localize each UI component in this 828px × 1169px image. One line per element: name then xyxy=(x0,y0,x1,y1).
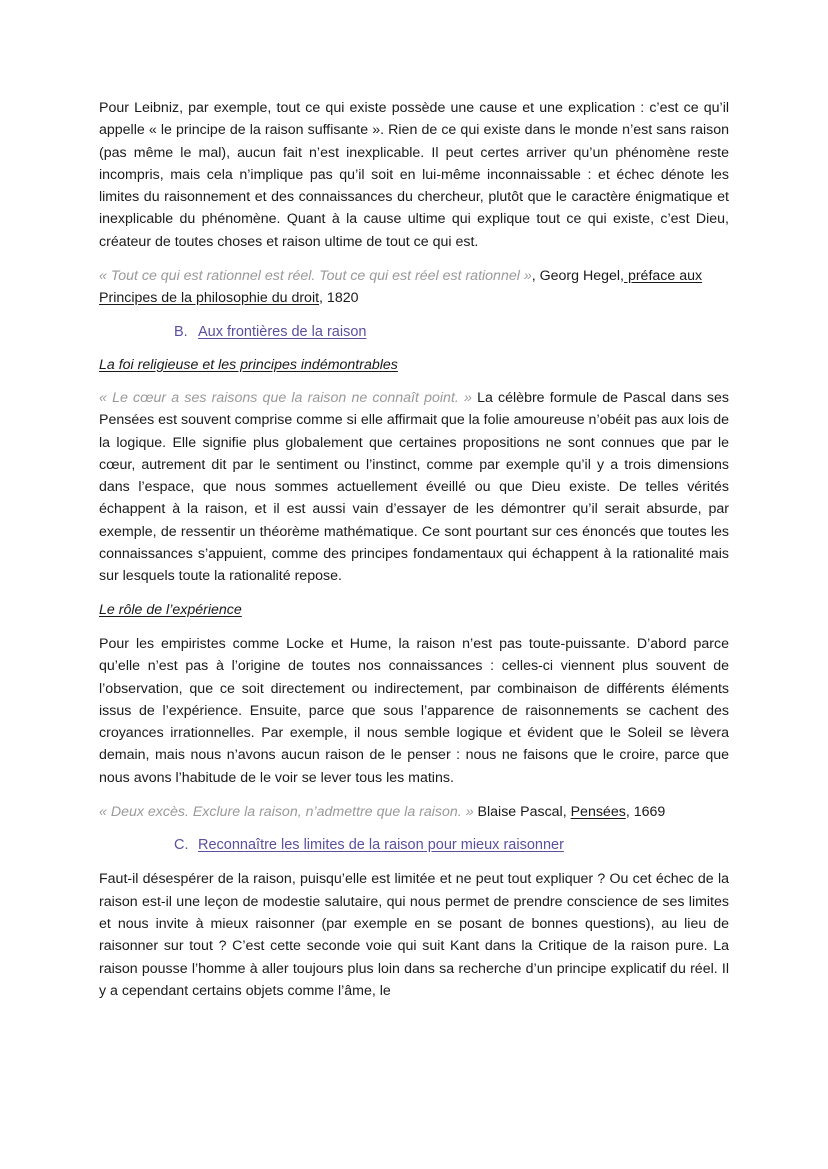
quote-pascal-exces-work-link[interactable]: Pensées xyxy=(570,804,626,821)
section-heading-b xyxy=(174,321,729,343)
section-c-title-link[interactable]: Reconnaître les limites de la raison pour mieux raisonner xyxy=(198,837,564,854)
paragraph-pascal-coeur xyxy=(99,387,729,588)
subheading-foi-religieuse: La foi religieuse et les principes indémontrables xyxy=(99,356,398,373)
quote-pascal-coeur: « Le cœur a ses raisons que la raison ne connaît point. » xyxy=(99,389,472,406)
paragraph-leibniz: Pour Leibniz, par exemple, tout ce qui existe possède une cause et une explication : c’est ce qu’il appelle « le principe de la raison suffisante ». Rien de ce qui existe dans le monde n’est sans raison (pas même le mal), aucun fait n’est inexplicable. Il peut certes arriver qu’un phénomène reste incompris, mais cela n’implique pas qu’il soit en lui-même inconnaissable : et échec dénote les limites du raisonnement et des connaissances du chercheur, plutôt que le caractère énigmatique et inexplicable du phénomène. Quant à la cause ultime qui explique tout ce qui existe, c’est Dieu, créateur de toutes choses et raison ultime de tout ce qui est. xyxy=(99,100,729,250)
quote-hegel-work-link[interactable]: préface aux Principes de la philosophie du droit xyxy=(99,268,703,307)
quote-hegel xyxy=(99,265,729,310)
paragraph-empiristes: Pour les empiristes comme Locke et Hume, la raison n’est pas toute-puissante. D’abord parce qu’elle n’est pas à l’origine de toutes nos connaissances : celles-ci viennent plus souvent de l’observation, que ce soit directement ou indirectement, par combinaison de différents éléments issus de l’expérience. Ensuite, parce que sous l’apparence de raisonnements se cachent des croyances irrationnelles. Par exemple, il nous semble logique et évident que le Soleil se lèvera demain, mais nous n’avons aucun raison de le penser : nous ne faisons que le croire, parce que nous avons l’habitude de le voir se lever tous les matins. xyxy=(99,635,729,786)
quote-pascal-exces-author: Blaise Pascal, xyxy=(473,804,571,821)
paragraph-kant: Faut-il désespérer de la raison, puisqu’elle est limitée et ne peut tout expliquer ? Ou cet échec de la raison est-il une leçon de modestie salutaire, qui nous permet de prendre conscience de ses limites et nous invite à mieux raisonner (par exemple en se posant de bonnes questions), au lieu de raisonner sur tout ? C’est cette seconde voie qui suit Kant dans la Critique de la raison pure. La raison pousse l’homme à aller toujours plus loin dans sa recherche d’un principe explicatif du réel. Il y a cependant certains objets comme l’âme, le xyxy=(99,871,729,999)
quote-pascal-exces xyxy=(99,801,729,823)
paragraph-pascal-text: La célèbre formule de Pascal dans ses Pensées est souvent comprise comme si elle affirmait que la folie amoureuse n’obéit pas aux lois de la logique. Elle signifie plus globalement que certaines propositions ne sont connues que par le cœur, autrement dit par le sentiment ou l’instinct, comme par exemple qu’il y a trois dimensions dans l’espace, que nous sommes actuellement éveillé ou que Dieu existe. De telles vérités échappent à la raison, et il est aussi vain d’essayer de les démontrer qu’il serait absurde, par exemple, de ressentir un théorème mathématique. Ce sont pourtant sur ces énoncés que toutes les connaissances s’appuient, comme des principes fondamentaux qui échappent à la rationalité mais sur lesquels toute la rationalité repose. xyxy=(99,389,729,585)
section-c-letter: C. xyxy=(174,837,189,854)
quote-hegel-text: « Tout ce qui est rationnel est réel. Tout ce qui est réel est rationnel » xyxy=(99,268,532,285)
subheading-role-experience: Le rôle de l’expérience xyxy=(99,601,242,618)
section-b-letter: B. xyxy=(174,323,188,340)
quote-hegel-year: , 1820 xyxy=(319,290,359,307)
section-b-title-link[interactable]: Aux frontières de la raison xyxy=(198,323,367,340)
quote-hegel-author: , Georg Hegel, xyxy=(531,268,624,285)
quote-pascal-exces-text: « Deux excès. Exclure la raison, n’admettre que la raison. » xyxy=(99,804,474,821)
quote-pascal-exces-year: , 1669 xyxy=(625,804,666,821)
section-heading-c xyxy=(174,834,729,856)
page-content xyxy=(99,97,729,1002)
